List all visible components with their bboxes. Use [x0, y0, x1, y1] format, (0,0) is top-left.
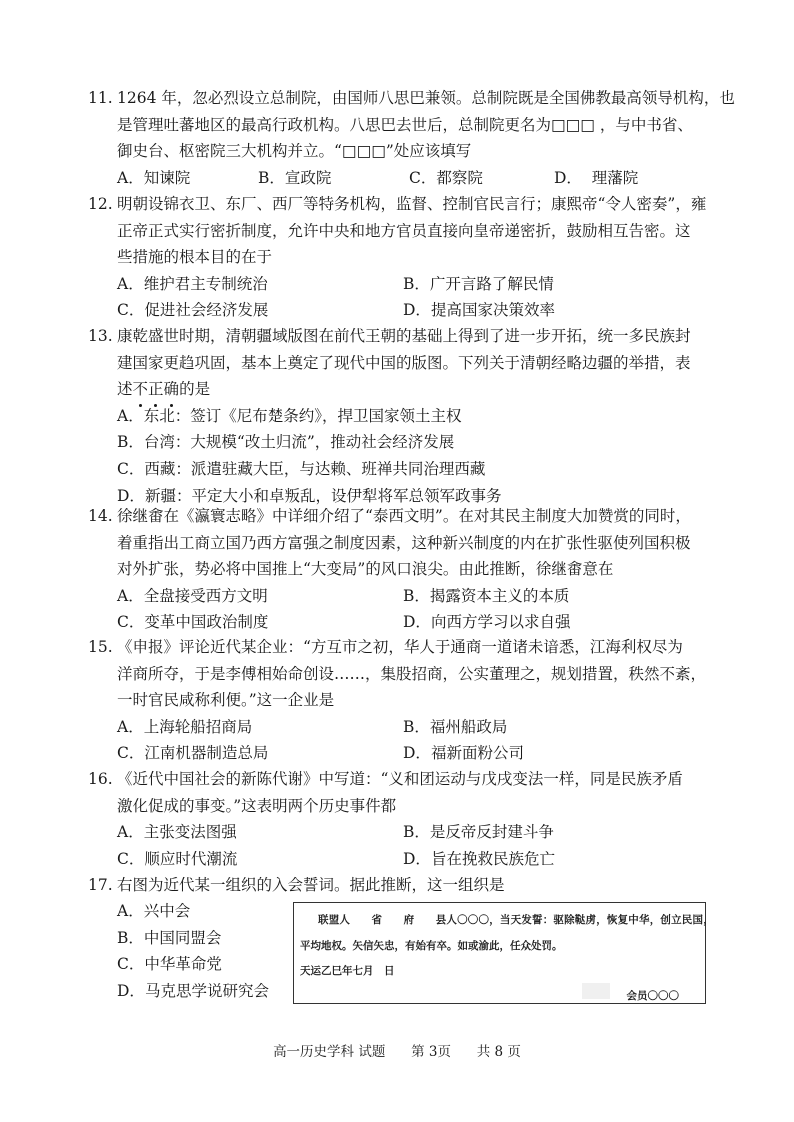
question-number: 16. — [88, 770, 113, 788]
emphasis-mark: 正 — [148, 376, 164, 403]
oath-figure — [293, 902, 714, 1004]
options-row — [88, 271, 718, 298]
option-b[interactable]: B．广开言路了解民情 — [403, 274, 554, 293]
question-text: 激化促成的事变。”这表明两个历史事件都 — [117, 796, 397, 815]
oath-signature: 会员〇〇〇 — [626, 990, 679, 1002]
emphasis-mark: 不 — [133, 376, 149, 403]
option-c[interactable]: C．变革中国政治制度 — [117, 613, 269, 632]
question-text: 明朝设锦衣卫、东厂、西厂等特务机构，监督、控制官民言行；康熙帝“令人密奏”，雍 — [117, 195, 707, 213]
oath-line: 联盟人 省 府 县人〇〇〇，当天发誓：驱除鞑虏，恢复中华，创立民国， — [318, 914, 714, 926]
question-text: 康乾盛世时期，清朝疆域版图在前代王朝的基础上得到了进一步开拓，统一多民族封 — [117, 327, 691, 345]
question-text: 述不正确的是 — [88, 376, 718, 403]
oath-date: 天运乙巳年七月 日 — [300, 965, 395, 977]
question-text: 一时官民咸称利便。”这一企业是 — [117, 691, 335, 710]
question-text: 是管理吐蕃地区的最高行政机构。八思巴去世后，总制院更名为□□□ ，与中书省、 — [117, 115, 693, 134]
emphasis-mark: 确 — [164, 376, 180, 403]
footer-total: 共 8 页 — [476, 1044, 521, 1060]
question-text: 对外扩张，势必将中国推上“大变局”的风口浪尖。由此推断，徐继畬意在 — [117, 560, 614, 579]
question-17 — [88, 872, 718, 899]
option-d[interactable]: D．马克思学说研究会 — [117, 981, 269, 1000]
question-14 — [88, 503, 718, 636]
options-row — [88, 583, 718, 610]
option-a[interactable]: A．知谏院 — [117, 168, 191, 187]
question-text: 徐继畬在《瀛寰志略》中详细介绍了“泰西文明”。在对其民主制度大加赞赏的同时， — [117, 507, 691, 525]
question-number: 11. — [88, 89, 113, 107]
question-number: 12. — [88, 195, 113, 213]
question-text: 1264 年，忽必烈设立总制院，由国师八思巴兼领。总制院既是全国佛教最高领导机构，也 — [117, 89, 735, 107]
question-16 — [88, 766, 718, 872]
option-c[interactable]: C．顺应时代潮流 — [117, 849, 238, 868]
question-text: 右图为近代某一组织的入会誓词。据此推断，这一组织是 — [117, 876, 505, 894]
question-number: 17. — [88, 876, 113, 894]
question-15 — [88, 634, 718, 767]
option-c[interactable]: C．中华革命党 — [117, 955, 222, 974]
question-11 — [88, 85, 735, 191]
options-row — [88, 165, 718, 192]
question-number: 14. — [88, 507, 113, 525]
option-d[interactable]: D． 理藩院 — [554, 168, 639, 187]
option-c[interactable]: C．西藏：派遣驻藏大臣，与达赖、班禅共同治理西藏 — [117, 459, 486, 478]
question-text: 些措施的根本目的在于 — [117, 248, 273, 267]
question-number: 15. — [88, 638, 113, 656]
question-12 — [88, 191, 718, 324]
options-row — [88, 819, 718, 846]
option-b[interactable]: B．宣政院 — [258, 168, 332, 187]
option-c[interactable]: C．都察院 — [409, 168, 483, 187]
option-d[interactable]: D．福新面粉公司 — [403, 744, 524, 763]
option-b[interactable]: B．是反帝反封建斗争 — [403, 823, 554, 842]
option-a[interactable]: A．主张变法图强 — [117, 823, 237, 842]
option-d[interactable]: D．新疆：平定大小和卓叛乱，设伊犁将军总领军政事务 — [117, 486, 502, 505]
question-text: 《近代中国社会的新陈代谢》中写道：“义和团运动与戊戌变法一样，同是民族矛盾 — [117, 770, 683, 788]
footer-subject: 高一历史学科 试题 — [273, 1044, 386, 1060]
option-b[interactable]: B．中国同盟会 — [117, 928, 222, 947]
question-text: 正帝正式实行密折制度，允许中央和地方官员直接向皇帝递密折，鼓励相互告密。这 — [117, 221, 691, 240]
option-b[interactable]: B．台湾：大规模“改土归流”，推动社会经济发展 — [117, 433, 455, 452]
question-17-options — [117, 898, 269, 1004]
question-text: 洋商所夺，于是李傅相始命创设……，集股招商，公实董理之，规划措置，秩然不紊， — [117, 664, 707, 683]
option-a[interactable]: A．兴中会 — [117, 902, 191, 920]
question-text: 御史台、枢密院三大机构并立。“□□□”处应该填写 — [117, 142, 472, 161]
question-text: 着重指出工商立国乃西方富强之制度因素，这种新兴制度的内在扩张性驱使列国积极 — [117, 533, 691, 552]
footer-page: 第 3页 — [411, 1044, 451, 1060]
scan-smudge — [582, 983, 610, 999]
question-number: 13. — [88, 327, 113, 345]
option-b[interactable]: B．揭露资本主义的本质 — [403, 586, 570, 605]
options-row — [88, 714, 718, 741]
option-d[interactable]: D．向西方学习以求自强 — [403, 613, 571, 632]
options-row — [88, 846, 718, 873]
options-row — [88, 740, 718, 767]
option-a[interactable]: A．上海轮船招商局 — [117, 717, 253, 736]
option-a[interactable]: A．维护君主专制统治 — [117, 274, 268, 293]
option-c[interactable]: C．促进社会经济发展 — [117, 301, 269, 320]
option-b[interactable]: B．福州船政局 — [403, 717, 508, 736]
question-13 — [88, 323, 718, 509]
option-c[interactable]: C．江南机器制造总局 — [117, 744, 269, 763]
question-text: 建国家更趋巩固，基本上奠定了现代中国的版图。下列关于清朝经略边疆的举措，表 — [117, 353, 691, 372]
options-row — [88, 297, 718, 324]
oath-line: 平均地权。矢信矢忠，有始有卒。如或渝此，任众处罚。 — [300, 940, 563, 952]
option-a[interactable]: A．东北：签订《尼布楚条约》，捍卫国家领土主权 — [117, 406, 462, 425]
option-a[interactable]: A．全盘接受西方文明 — [117, 586, 268, 605]
option-d[interactable]: D．提高国家决策效率 — [403, 301, 555, 320]
options-row — [88, 609, 718, 636]
question-text: 《申报》评论近代某企业：“方互市之初，华人于通商一道诸未谙悉，江海利权尽为 — [117, 638, 683, 656]
page-footer — [0, 1040, 794, 1060]
option-d[interactable]: D．旨在挽救民族危亡 — [403, 849, 555, 868]
